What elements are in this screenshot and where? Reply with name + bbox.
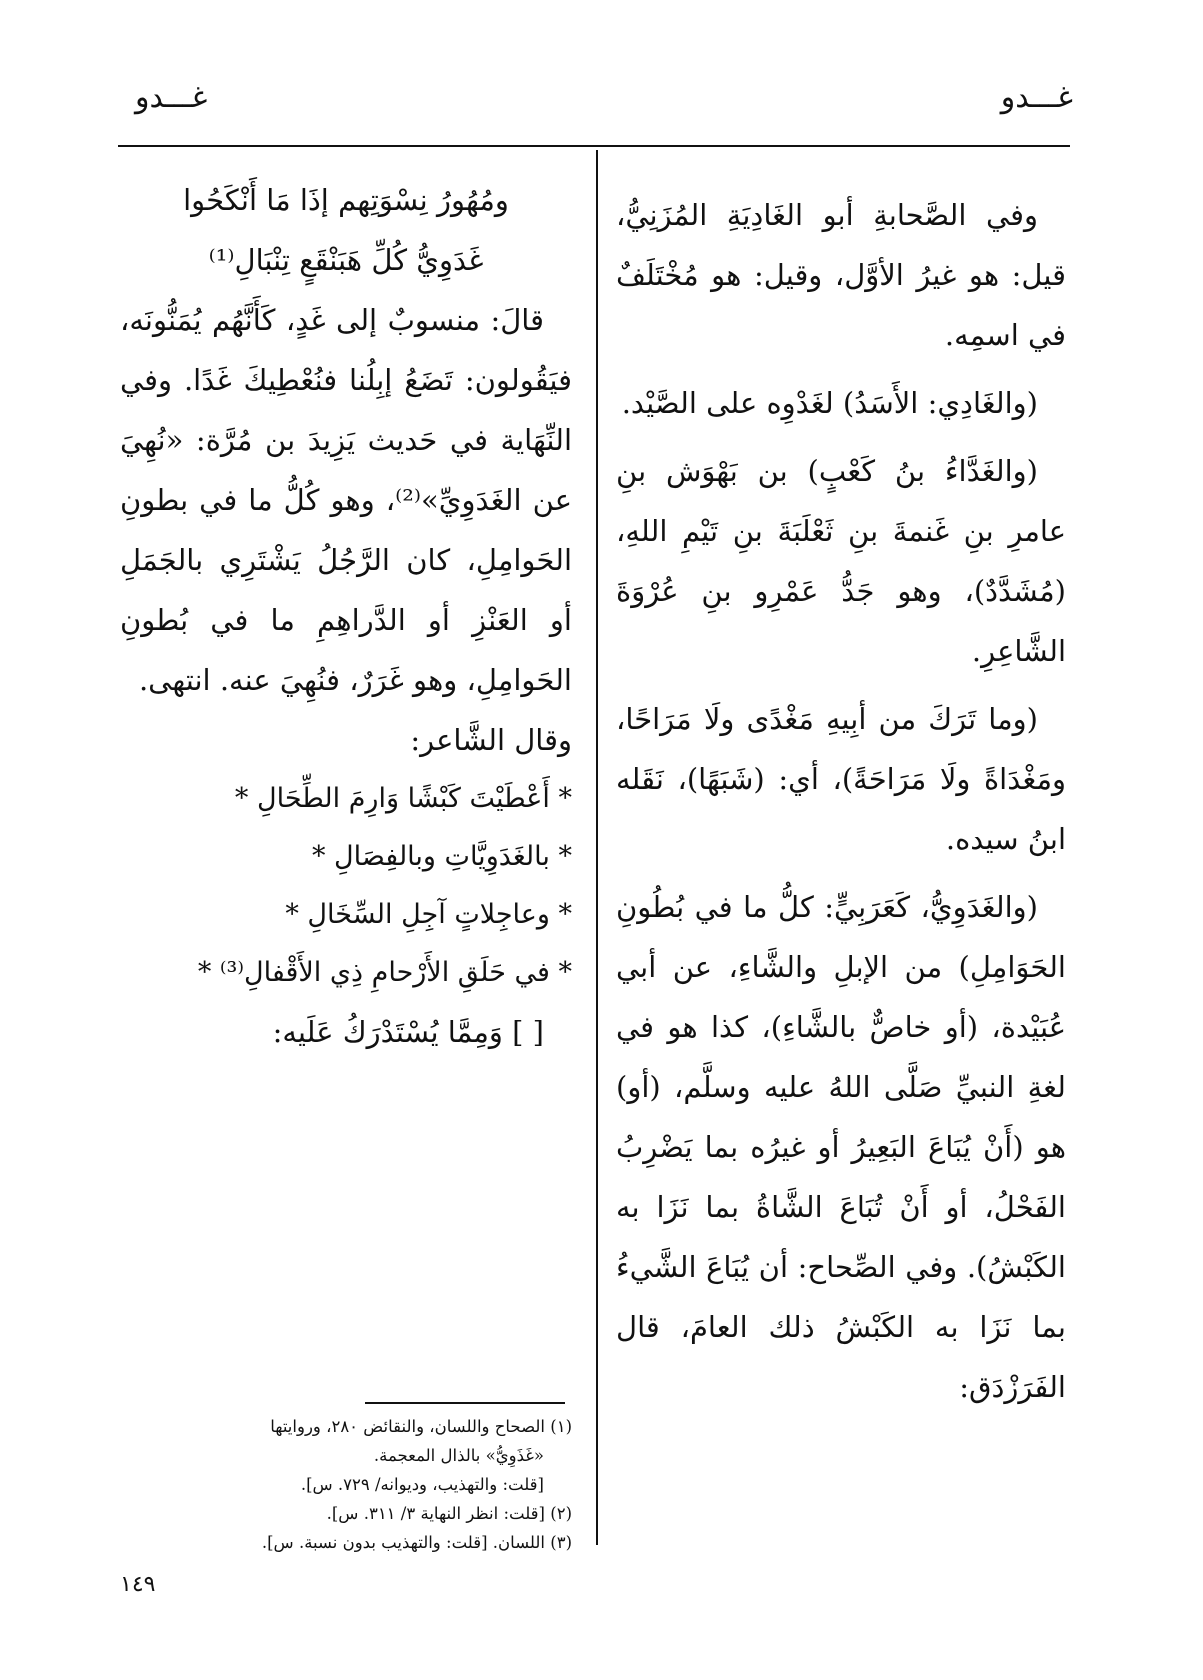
footnote-1-line-3: [قلت: والتهذيب، وديوانه/ ٧٢٩. س]. [300,1475,544,1494]
commentary-paragraph: قالَ: منسوبٌ إلى غَدٍ، كَأَنَّهُم يُمَنُّونَه، فيَقُولون: تَضَعُ إبِلُنا فنُعْطِيكَ غَدًا. وفي النِّهَاية في حَديث يَزِيدَ بن مُرَّة: «نُهِيَ عن الغَدَوِيِّ»⁽²⁾، وهو كُلُّ ما في بطونِ الحَوامِلِ، كان الرَّجُلُ يَشْتَرِي بالجَمَلِ أو العَنْزِ أو الدَّراهِمِ ما في بُطونِ الحَوامِلِ، وهو غَرَرٌ، فنُهِيَ عنه. انتهى. [120,303,572,697]
rajaz-line-4: * في حَلَقِ الأَرْحامِ ذِي الأَقْفالِ⁽³⁾ * [197,957,572,988]
right-column [616,185,1066,1417]
rajaz-line-1: * أَعْطَيْتَ كَبْشًا وَارِمَ الطِّحَالِ * [234,783,572,814]
rajaz-line-3: * وعاجِلاتٍ آجِلِ السِّخَالِ * [285,899,572,930]
verse-line-1: ومُهُورُ نِسْوَتِهم إذَا مَا أَنْكَحُوا [183,183,509,217]
page-number: ١٤٩ [120,1572,156,1597]
verse-line-2: غَدَوِيُّ كُلِّ هَبَنْقَعٍ تِنْبَالِ⁽¹⁾ [208,243,484,277]
footnote-1-line-1: (١) الصحاح واللسان، والنقائض ٢٨٠، وروايتها [270,1417,572,1436]
footnote-1-line-2: «غَذَوِيُّ» بالذال المعجمة. [373,1446,544,1465]
footnote-rule [365,1402,565,1404]
entry-al-ghadawi: (والغَدَوِيُّ، كَعَرَبِيٍّ: كلُّ ما في بُطُونِ الحَوَامِلِ) من الإبلِ والشَّاءِ، عن أبي عُبَيْدة، (أو خاصٌّ بالشَّاءِ)، كذا هو في لغةِ النبيِّ صَلَّى اللهُ عليه وسلَّم، (أو) هو (أَنْ يُبَاعَ البَعِيرُ أو غيرُه بما يَضْرِبُ الفَحْلُ، أو أَنْ تُبَاعَ الشَّاةُ بما نَزَا به الكَبْشُ). وفي الصِّحاح: أن يُبَاعَ الشَّيءُ بما نَزَا به الكَبْشُ ذلك العامَ، قال الفَرَزْدَق: [616,890,1066,1404]
entry-maghda: (وما تَرَكَ من أبِيهِ مَغْدًى ولَا مَرَاحًا، ومَغْدَاةً ولَا مَرَاحَةً)، أي: (شَبَهًا)، نَقَله ابنُ سيده. [616,702,1066,856]
footnote-3: (٣) اللسان. [قلت: والتهذيب بدون نسبة. س]. [261,1533,572,1552]
entry-al-ghadda: (والغَدَّاءُ بنُ كَعْبٍ) بن بَهْوَش بنِ عامرِ بنِ غَنمةَ بنِ ثَعْلَبَةَ بنِ تَيْمِ اللهِ، (مُشَدَّدٌ)، وهو جَدُّ عَمْرِو بنِ عُرْوَةَ الشَّاعِرِ. [616,454,1066,668]
running-header-right: غـــدو [1000,80,1073,115]
left-column [120,170,572,1062]
entry-al-ghadi: (والغَادِي: الأَسَدُ) لغَدْوِه على الصَّيْد. [621,386,1038,420]
rajaz-line-2: * بالغَدَوِيَّاتِ وبالفِصَالِ * [311,841,572,872]
footnote-2: (٢) [قلت: انظر النهاية ٣/ ٣١١. س]. [326,1504,572,1523]
running-header-left: غـــدو [135,80,208,115]
addendum-heading: [ ] وَمِمَّا يُسْتَدْرَكُ عَلَيه: [272,1015,544,1049]
header-rule [118,145,1070,147]
column-divider [596,150,598,1545]
footnotes [120,1412,572,1557]
entry-abu-al-ghadiya: وفي الصَّحابةِ أبو الغَادِيَةِ المُزَنِيُّ، قيل: هو غيرُ الأوَّل، وقيل: هو مُخْتَلَفٌ في اسمِه. [616,198,1066,352]
poet-intro: وقال الشَّاعر: [410,723,572,757]
